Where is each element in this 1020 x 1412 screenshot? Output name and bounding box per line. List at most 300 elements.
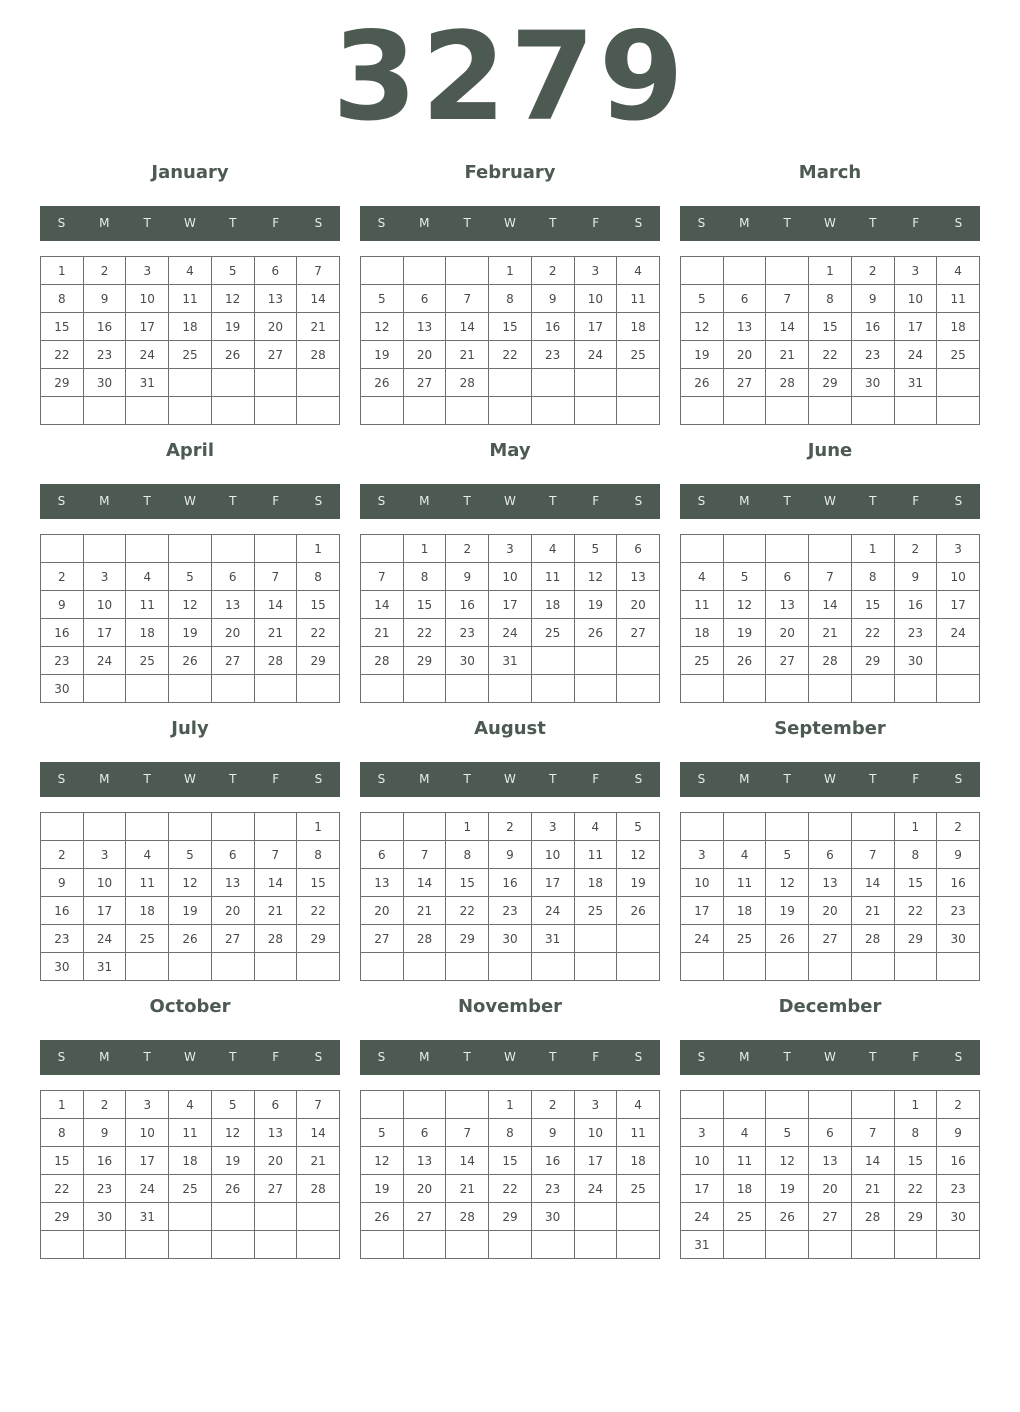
- day-cell: 11: [681, 591, 724, 619]
- day-cell: 2: [937, 813, 980, 841]
- day-cell: 1: [809, 257, 852, 285]
- empty-day-cell: [297, 1203, 340, 1231]
- empty-day-cell: [574, 397, 617, 425]
- week-row: [41, 1091, 340, 1119]
- day-cell: 18: [126, 897, 169, 925]
- empty-day-cell: [681, 397, 724, 425]
- day-cell: 21: [809, 619, 852, 647]
- week-row: [41, 397, 340, 425]
- weekday-header: [40, 762, 340, 797]
- day-cell: 15: [809, 313, 852, 341]
- day-cell: 3: [681, 1119, 724, 1147]
- day-cell: 15: [403, 591, 446, 619]
- week-row: [361, 535, 660, 563]
- day-cell: 22: [489, 341, 532, 369]
- day-cell: 18: [617, 313, 660, 341]
- empty-day-cell: [723, 1091, 766, 1119]
- day-cell: 17: [574, 1147, 617, 1175]
- day-cell: 27: [403, 369, 446, 397]
- day-cell: 5: [169, 841, 212, 869]
- empty-day-cell: [617, 1231, 660, 1259]
- empty-day-cell: [169, 1203, 212, 1231]
- week-row: [361, 897, 660, 925]
- day-cell: 28: [446, 1203, 489, 1231]
- day-cell: 31: [126, 1203, 169, 1231]
- day-cell: 17: [531, 869, 574, 897]
- weekday-label: W: [184, 772, 196, 786]
- day-cell: 17: [681, 897, 724, 925]
- day-cell: 16: [41, 897, 84, 925]
- weekday-label: M: [419, 494, 430, 508]
- weekday-label: S: [697, 772, 706, 786]
- day-cell: 13: [211, 869, 254, 897]
- day-cell: 27: [809, 925, 852, 953]
- day-cell: 10: [574, 285, 617, 313]
- empty-day-cell: [41, 813, 84, 841]
- weekday-label: W: [824, 1050, 836, 1064]
- day-cell: 20: [361, 897, 404, 925]
- empty-day-cell: [446, 397, 489, 425]
- empty-day-cell: [809, 397, 852, 425]
- week-row: [681, 285, 980, 313]
- day-cell: 10: [83, 591, 126, 619]
- empty-day-cell: [169, 535, 212, 563]
- day-cell: 28: [851, 1203, 894, 1231]
- day-cell: 21: [403, 897, 446, 925]
- day-cell: 8: [489, 285, 532, 313]
- day-cell: 7: [446, 1119, 489, 1147]
- month-name: March: [798, 162, 862, 183]
- day-cell: 10: [489, 563, 532, 591]
- day-cell: 10: [681, 869, 724, 897]
- day-cell: 13: [211, 591, 254, 619]
- week-row: [361, 869, 660, 897]
- day-cell: 4: [574, 813, 617, 841]
- empty-day-cell: [126, 953, 169, 981]
- empty-day-cell: [403, 1231, 446, 1259]
- week-row: [681, 1203, 980, 1231]
- weekday-label: F: [592, 772, 600, 786]
- day-cell: 15: [297, 869, 340, 897]
- weekday-header: [360, 762, 660, 797]
- empty-day-cell: [574, 925, 617, 953]
- week-row: [681, 953, 980, 981]
- day-cell: 13: [361, 869, 404, 897]
- week-row: [361, 313, 660, 341]
- empty-day-cell: [723, 675, 766, 703]
- weekday-label: F: [912, 772, 920, 786]
- day-cell: 1: [489, 1091, 532, 1119]
- day-cell: 13: [723, 313, 766, 341]
- weekday-label: M: [739, 772, 750, 786]
- week-row: [681, 897, 980, 925]
- week-row: [361, 841, 660, 869]
- day-cell: 24: [574, 1175, 617, 1203]
- empty-day-cell: [446, 257, 489, 285]
- day-cell: 5: [211, 257, 254, 285]
- day-cell: 3: [937, 535, 980, 563]
- weekday-label: F: [272, 494, 280, 508]
- day-cell: 16: [894, 591, 937, 619]
- day-cell: 26: [361, 369, 404, 397]
- day-cell: 27: [211, 925, 254, 953]
- empty-day-cell: [766, 397, 809, 425]
- weekday-label: S: [697, 1050, 706, 1064]
- day-cell: 22: [489, 1175, 532, 1203]
- empty-day-cell: [489, 675, 532, 703]
- day-cell: 27: [361, 925, 404, 953]
- day-cell: 6: [211, 841, 254, 869]
- week-row: [41, 369, 340, 397]
- day-cell: 15: [41, 313, 84, 341]
- empty-day-cell: [361, 953, 404, 981]
- empty-day-cell: [766, 535, 809, 563]
- day-cell: 1: [41, 1091, 84, 1119]
- week-row: [41, 841, 340, 869]
- day-cell: 4: [126, 563, 169, 591]
- day-cell: 18: [723, 897, 766, 925]
- week-row: [361, 397, 660, 425]
- empty-day-cell: [574, 1203, 617, 1231]
- day-cell: 3: [126, 257, 169, 285]
- day-cell: 16: [851, 313, 894, 341]
- day-grid: [360, 534, 660, 703]
- day-cell: 19: [169, 619, 212, 647]
- empty-day-cell: [681, 675, 724, 703]
- empty-day-cell: [297, 369, 340, 397]
- week-row: [41, 1147, 340, 1175]
- day-cell: 20: [211, 897, 254, 925]
- day-cell: 25: [617, 1175, 660, 1203]
- day-cell: 23: [531, 341, 574, 369]
- day-cell: 9: [894, 563, 937, 591]
- week-row: [41, 647, 340, 675]
- empty-day-cell: [403, 675, 446, 703]
- day-cell: 1: [894, 813, 937, 841]
- day-cell: 7: [254, 563, 297, 591]
- weekday-label: M: [739, 1050, 750, 1064]
- week-row: [361, 285, 660, 313]
- day-cell: 10: [681, 1147, 724, 1175]
- day-cell: 5: [211, 1091, 254, 1119]
- day-cell: 2: [937, 1091, 980, 1119]
- week-row: [361, 925, 660, 953]
- day-cell: 22: [894, 1175, 937, 1203]
- week-row: [41, 313, 340, 341]
- day-cell: 21: [766, 341, 809, 369]
- empty-day-cell: [126, 535, 169, 563]
- day-grid: [40, 1090, 340, 1259]
- week-row: [41, 925, 340, 953]
- day-cell: 12: [169, 591, 212, 619]
- weekday-label: T: [229, 1050, 237, 1064]
- day-cell: 18: [723, 1175, 766, 1203]
- week-row: [681, 341, 980, 369]
- week-row: [41, 591, 340, 619]
- day-cell: 2: [531, 257, 574, 285]
- day-cell: 4: [937, 257, 980, 285]
- day-cell: 19: [681, 341, 724, 369]
- day-cell: 11: [617, 285, 660, 313]
- empty-day-cell: [446, 953, 489, 981]
- week-row: [681, 1091, 980, 1119]
- day-cell: 28: [446, 369, 489, 397]
- day-cell: 9: [41, 869, 84, 897]
- day-cell: 29: [851, 647, 894, 675]
- empty-day-cell: [169, 397, 212, 425]
- day-cell: 17: [937, 591, 980, 619]
- day-cell: 16: [41, 619, 84, 647]
- day-cell: 4: [531, 535, 574, 563]
- day-cell: 4: [681, 563, 724, 591]
- empty-day-cell: [169, 369, 212, 397]
- empty-day-cell: [766, 257, 809, 285]
- day-cell: 1: [851, 535, 894, 563]
- day-cell: 24: [894, 341, 937, 369]
- day-cell: 16: [531, 1147, 574, 1175]
- empty-day-cell: [254, 1203, 297, 1231]
- day-cell: 20: [766, 619, 809, 647]
- week-row: [41, 1231, 340, 1259]
- day-cell: 14: [851, 1147, 894, 1175]
- day-cell: 15: [894, 869, 937, 897]
- empty-day-cell: [489, 369, 532, 397]
- empty-day-cell: [617, 1203, 660, 1231]
- empty-day-cell: [766, 1231, 809, 1259]
- day-cell: 21: [446, 341, 489, 369]
- weekday-label: M: [99, 1050, 110, 1064]
- day-grid: [40, 256, 340, 425]
- day-cell: 11: [723, 869, 766, 897]
- empty-day-cell: [809, 675, 852, 703]
- day-cell: 29: [41, 369, 84, 397]
- day-cell: 15: [851, 591, 894, 619]
- day-cell: 28: [403, 925, 446, 953]
- weekday-label: W: [184, 216, 196, 230]
- weekday-label: T: [783, 216, 791, 230]
- weekday-label: S: [57, 216, 66, 230]
- weekday-label: T: [143, 216, 151, 230]
- week-row: [361, 647, 660, 675]
- day-cell: 11: [574, 841, 617, 869]
- day-cell: 7: [766, 285, 809, 313]
- week-row: [681, 313, 980, 341]
- week-row: [681, 1119, 980, 1147]
- day-cell: 18: [531, 591, 574, 619]
- day-cell: 29: [403, 647, 446, 675]
- day-cell: 25: [126, 925, 169, 953]
- empty-day-cell: [723, 257, 766, 285]
- day-cell: 2: [83, 257, 126, 285]
- day-cell: 13: [809, 869, 852, 897]
- empty-day-cell: [211, 1203, 254, 1231]
- empty-day-cell: [169, 953, 212, 981]
- empty-day-cell: [531, 675, 574, 703]
- empty-day-cell: [937, 675, 980, 703]
- week-row: [361, 619, 660, 647]
- weekday-label: T: [869, 494, 877, 508]
- day-cell: 9: [937, 1119, 980, 1147]
- day-cell: 10: [531, 841, 574, 869]
- day-cell: 23: [41, 925, 84, 953]
- weekday-label: T: [463, 494, 471, 508]
- weekday-header: [40, 484, 340, 519]
- weekday-label: T: [143, 772, 151, 786]
- empty-day-cell: [617, 675, 660, 703]
- empty-day-cell: [617, 369, 660, 397]
- day-cell: 2: [83, 1091, 126, 1119]
- weekday-label: F: [272, 216, 280, 230]
- empty-day-cell: [809, 535, 852, 563]
- empty-day-cell: [531, 953, 574, 981]
- empty-day-cell: [41, 535, 84, 563]
- empty-day-cell: [83, 813, 126, 841]
- weekday-header: [680, 484, 980, 519]
- day-cell: 2: [894, 535, 937, 563]
- day-cell: 30: [937, 1203, 980, 1231]
- day-cell: 15: [894, 1147, 937, 1175]
- empty-day-cell: [723, 535, 766, 563]
- day-cell: 14: [297, 1119, 340, 1147]
- empty-day-cell: [361, 1091, 404, 1119]
- weekday-label: W: [184, 494, 196, 508]
- day-cell: 30: [894, 647, 937, 675]
- empty-day-cell: [617, 397, 660, 425]
- day-cell: 23: [83, 1175, 126, 1203]
- day-cell: 7: [361, 563, 404, 591]
- empty-day-cell: [446, 675, 489, 703]
- day-cell: 5: [766, 841, 809, 869]
- day-cell: 9: [531, 1119, 574, 1147]
- day-cell: 13: [403, 313, 446, 341]
- day-cell: 6: [617, 535, 660, 563]
- empty-day-cell: [361, 397, 404, 425]
- day-cell: 4: [723, 841, 766, 869]
- weekday-label: S: [634, 494, 643, 508]
- weekday-label: T: [143, 494, 151, 508]
- empty-day-cell: [169, 813, 212, 841]
- day-cell: 27: [723, 369, 766, 397]
- weekday-label: F: [912, 1050, 920, 1064]
- day-cell: 19: [361, 341, 404, 369]
- empty-day-cell: [766, 813, 809, 841]
- empty-day-cell: [403, 397, 446, 425]
- day-cell: 14: [446, 1147, 489, 1175]
- weekday-label: F: [912, 216, 920, 230]
- day-cell: 30: [851, 369, 894, 397]
- day-cell: 8: [41, 285, 84, 313]
- day-cell: 13: [766, 591, 809, 619]
- week-row: [681, 257, 980, 285]
- weekday-label: S: [377, 772, 386, 786]
- day-cell: 19: [766, 1175, 809, 1203]
- empty-day-cell: [403, 1091, 446, 1119]
- day-cell: 11: [126, 869, 169, 897]
- day-cell: 3: [83, 841, 126, 869]
- day-cell: 16: [83, 313, 126, 341]
- empty-day-cell: [681, 953, 724, 981]
- day-cell: 15: [446, 869, 489, 897]
- day-cell: 29: [894, 925, 937, 953]
- empty-day-cell: [254, 535, 297, 563]
- day-cell: 12: [766, 1147, 809, 1175]
- day-cell: 9: [41, 591, 84, 619]
- empty-day-cell: [126, 813, 169, 841]
- week-row: [41, 813, 340, 841]
- day-cell: 16: [446, 591, 489, 619]
- week-row: [681, 1231, 980, 1259]
- day-cell: 7: [254, 841, 297, 869]
- day-cell: 9: [489, 841, 532, 869]
- day-cell: 6: [766, 563, 809, 591]
- day-cell: 8: [297, 841, 340, 869]
- day-cell: 5: [766, 1119, 809, 1147]
- day-cell: 24: [574, 341, 617, 369]
- day-cell: 20: [723, 341, 766, 369]
- empty-day-cell: [766, 953, 809, 981]
- day-cell: 30: [446, 647, 489, 675]
- weekday-label: M: [99, 216, 110, 230]
- week-row: [681, 675, 980, 703]
- day-cell: 19: [617, 869, 660, 897]
- day-cell: 15: [489, 313, 532, 341]
- day-cell: 16: [489, 869, 532, 897]
- day-cell: 25: [681, 647, 724, 675]
- empty-day-cell: [809, 1091, 852, 1119]
- day-cell: 14: [254, 869, 297, 897]
- day-cell: 27: [254, 341, 297, 369]
- day-cell: 27: [254, 1175, 297, 1203]
- day-cell: 3: [894, 257, 937, 285]
- weekday-label: S: [314, 1050, 323, 1064]
- day-cell: 9: [851, 285, 894, 313]
- day-cell: 8: [297, 563, 340, 591]
- empty-day-cell: [83, 535, 126, 563]
- weekday-label: S: [57, 772, 66, 786]
- empty-day-cell: [617, 953, 660, 981]
- empty-day-cell: [574, 647, 617, 675]
- empty-day-cell: [83, 1231, 126, 1259]
- week-row: [361, 257, 660, 285]
- day-cell: 23: [937, 1175, 980, 1203]
- day-cell: 23: [446, 619, 489, 647]
- month-name: July: [171, 718, 209, 739]
- day-cell: 25: [723, 1203, 766, 1231]
- day-cell: 4: [617, 257, 660, 285]
- empty-day-cell: [937, 953, 980, 981]
- empty-day-cell: [937, 1231, 980, 1259]
- empty-day-cell: [894, 953, 937, 981]
- day-cell: 27: [211, 647, 254, 675]
- day-cell: 8: [489, 1119, 532, 1147]
- weekday-header: [680, 762, 980, 797]
- empty-day-cell: [809, 1231, 852, 1259]
- week-row: [41, 1119, 340, 1147]
- day-cell: 16: [937, 869, 980, 897]
- weekday-label: F: [592, 216, 600, 230]
- week-row: [681, 619, 980, 647]
- day-cell: 14: [297, 285, 340, 313]
- day-cell: 6: [403, 285, 446, 313]
- empty-day-cell: [446, 1231, 489, 1259]
- empty-day-cell: [254, 397, 297, 425]
- week-row: [361, 675, 660, 703]
- weekday-label: T: [549, 772, 557, 786]
- day-cell: 24: [83, 925, 126, 953]
- empty-day-cell: [574, 675, 617, 703]
- day-cell: 31: [126, 369, 169, 397]
- empty-day-cell: [297, 397, 340, 425]
